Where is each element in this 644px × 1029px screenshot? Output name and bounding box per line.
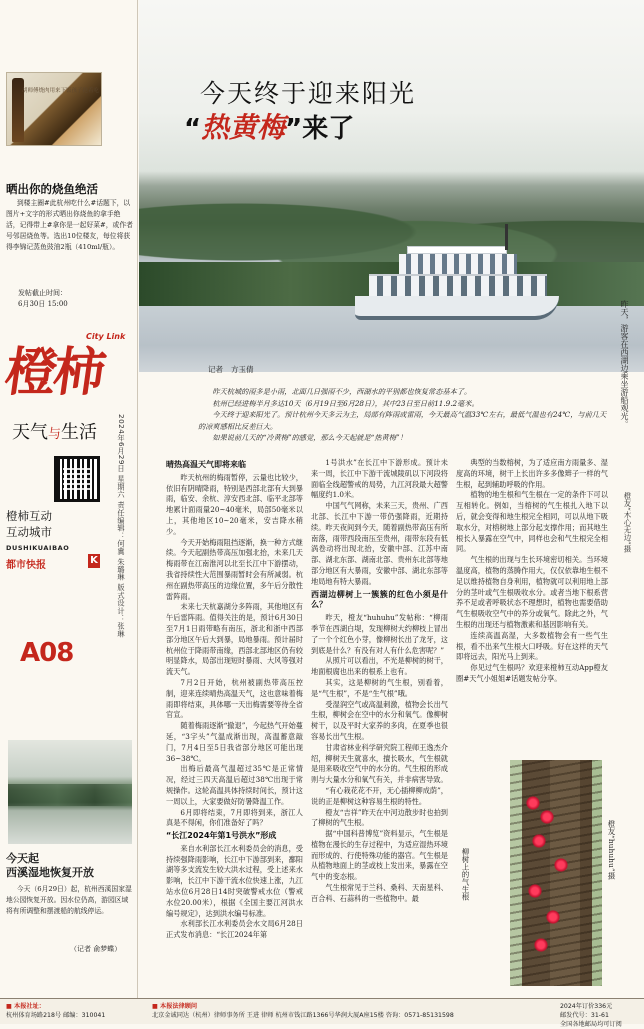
hero-photo-credit: 橙友“木心无边”摄: [623, 492, 632, 553]
paragraph: 其实，这是柳树的气生根，别看着，是“气生根”，不是“生气根”哦。: [311, 677, 448, 698]
news2-title: 今天起 西溪湿地恢复开放: [6, 852, 94, 879]
footer-address-text: 杭州体育场路218号 邮编：310041: [6, 1012, 106, 1019]
footer-address: [6, 1002, 142, 1020]
paragraph: 受湿润空气或高温刺激，植物会长出气生根，柳树会在空中的水分和氧气。像柳树树干，以及平时大家养的多肉，在夏季也很容易长出气生根。: [311, 699, 448, 741]
chengshi-logo: 橙柿: [1, 342, 106, 403]
brand-name: 都市快报: [6, 560, 46, 571]
paragraph: 典型的当数榕树，为了适应南方雨量多、湿度高的环境，树干上长出许多多像辫子一样的气生根，起到辅助呼吸的作用。: [456, 458, 608, 489]
aerial-root-mark: [534, 938, 548, 952]
paragraph: 从照片可以看出，不光是柳树的树干，地面根腐也出来的根系上也有。: [311, 656, 448, 677]
footer-legal-text: 北京金诚同达（杭州）律师事务所 王进 律师 杭州市钱江路1366号华润大厦A座15楼 咨询：0571-85131598: [152, 1012, 454, 1019]
reporter-byline: [208, 364, 254, 375]
promo-photo-caption: 胡师傅烧肉用来下饭孩子抢着吃: [22, 88, 100, 94]
brand-k-icon: K: [88, 554, 100, 568]
paragraph: 随着梅雨逐渐“撤退”，今起热气开始蔓延，“3字头”气温成渐出现，高温蓄意敲门，7月4日至5日我省部分地区可能出现36~38℃。: [166, 721, 303, 763]
paragraph: 气生根的出现与生长环境密切相关。当环境温度高，植物的蒸腾作用大，仅仅依靠地生根不足以维持植物自身利用，植物就可以利用地上部分的茎叶或气生根吸收水分。或者当地下根系营养不足或者呼吸状态不理想时，植物也需要借助气生根吸收空气中的养分或氧气。除此之外，气生根的出现还与植物激素和基因影响有关。: [456, 555, 608, 629]
brand-pinyin: DUSHIKUAIBAO: [6, 544, 70, 552]
paragraph: 连续高温高湿，大多数植物会有一些气生根，看不出来气生根大口呼吸。好在这样的天气即将远去，阳光马上到来。: [456, 630, 608, 662]
reporter-name: 方玉倩: [231, 365, 254, 374]
xixi-wetland-photo: [8, 740, 132, 844]
qr-label-line1: 橙柿互动: [6, 509, 52, 523]
headline-quote-open: “: [184, 114, 202, 144]
paragraph: 据“中国科普博览”资料显示，气生根是植物在漫长的生存过程中，为适应湿热环境而形成的、行使特殊功能的器官。气生根是从植物地面上的茎或枝上发出来，暴露在空气中的变态根。: [311, 829, 448, 882]
headline-quote-close: ”来了: [285, 114, 355, 144]
paragraph: 6月即将结束，7月即将到来，浙江人真是不得闲，你们准备好了吗？: [166, 807, 303, 828]
qr-label-line2: 互动城市: [6, 525, 52, 539]
paragraph: 气生根常见于兰科、桑科、天南星科、百合科、石蒜科的一些植物中。最: [311, 883, 448, 903]
paragraph: 植物的地生根和气生根在一定的条件下可以互相转化。例如，当榕树的气生根扎入地下以后，就会变得和地生根完全相同，可以从地下吸取水分，对榕树地上部分起支撑作用；而其地生根长入暴露在空气中，同样也会和气生根完全相同。: [456, 490, 608, 554]
section-title-b: 与: [48, 427, 62, 442]
subheading-yangtze-flood: “长江2024年第1号洪水”形成: [166, 831, 277, 841]
paragraph: 水利部长江水利委员会水文局6月28日正式发布消息：“长江2024年第: [166, 919, 303, 940]
promo-deadline: [6, 288, 134, 310]
paragraph: 来自水利部长江水利委员会的消息，受持续强降雨影响，长江中下游部到来，鄱阳湖等多支流发生较大洪水过程，受上述来水影响，长江中下游干流水位快速上涨，九江站水位6月28日14时突破警戒水位（警戒水位20.00米），根据《全国主要江河洪水编号规定》，达到洪水编号标准。: [166, 843, 303, 918]
paragraph: 中国气气网称，未来三天，贵州、广西北部、长江中下游一带仍强降雨，近期持续。昨天夜间到今天，随着副热带高压有所南落，雨带西段南压至贵州，雨带东段有低涡卷动将出现北抬，安徽中部、江苏中南部、湖北东部、湖南北部、贵州东北部等地部分地区有大暴雨，安徽中部、湖北东部等地局地有特大暴雨。: [311, 501, 448, 586]
paragraph: 你见过气生根吗？欢迎来橙柿互动App橙友圈#天气小姐姐#话题发帖分享。: [456, 663, 608, 683]
section-title-c: 生活: [61, 422, 98, 443]
headline-line2: [184, 106, 354, 146]
aerial-root-mark: [554, 858, 568, 872]
boat-roof: [407, 246, 507, 254]
subheading-willow-roots: 西湖边柳树上一簇簇的红色小须是什么？: [311, 589, 448, 610]
lead-p2: 杭州已经进梅半月多达10天（6月19日至6月28日），其中23日至日前11.9.2毫米。: [212, 398, 479, 408]
lead-paragraphs: [198, 386, 610, 444]
lead-p1: 昨天杭城的雨多是小雨，北面几日强雨不少，西湖水的平别都也恢复常态基本了。: [212, 387, 472, 396]
hero-photo-caption: 昨天，游客在西湖边乘坐游船观光。: [620, 300, 629, 428]
hero-photo: [139, 0, 644, 372]
city-link-logo: City Link: [86, 332, 126, 341]
aerial-root-mark: [546, 910, 560, 924]
article-column-3: [456, 458, 608, 758]
aerial-root-mark: [526, 796, 540, 810]
aerial-root-mark: [528, 884, 542, 898]
subheading-heat-coming: 晴热高温天气即将来临: [166, 460, 246, 469]
article-column-1: [166, 458, 303, 994]
footer-subscription: 2024年订价336元 邮发代号：31-61 全国各地邮局均可订阅: [560, 1003, 622, 1028]
page-footer: [0, 998, 644, 1028]
reporter-label: 记者: [208, 365, 223, 374]
paragraph: 7月2日开始，杭州被副热带高压控制，迎来连续晴热高温天气，这也意味着梅雨即将结束，具体哪一天出梅需要等待全省官宣。: [166, 677, 303, 720]
article-column-2: [311, 458, 448, 994]
paragraph: 今天开始梅雨阻挡逐渐，换一种方式继续。今天起副热带高压加强北抬，未来几天梅雨带在江南淮河以北至长江中下游摆动，我省持续性大范围暴雨暂时会有所减弱。杭州在副热带高压的边缘位置，多午后分散性雷阵雨。: [166, 537, 303, 601]
section-title: [12, 418, 97, 444]
paragraph: “有心栽花花不开，无心插柳柳成荫”，说的正是柳树这种容易生根的特性。: [311, 785, 448, 806]
boat-hull: [355, 296, 559, 320]
news2-body: 今天（6月29日）起，杭州西溪国家湿地公园恢复开放。因水位仍高，游园区域将有所调整和摆渡船的航线停运。: [6, 885, 132, 915]
issue-date-line: 2024年6月29日 星期六 责任编辑：何冀 朱璐琳 版式设计：张琳: [117, 414, 126, 638]
aerial-root-mark: [532, 834, 546, 848]
paragraph: 昨天，橙友“huhuhu”发帖称：“柳雨季节在西湖白堤，发现柳树大约柳枝上冒出了一个个红色小芽，像柳树长出了龙牙，这到底是什么？有没有对人有什么危害呢？”: [311, 613, 448, 655]
page-number: A08: [20, 638, 74, 668]
paragraph: 橙友“吉祥”昨天在中河边散步时也拍到了柳树的气生根。: [311, 807, 448, 828]
section-title-a: 天气: [12, 422, 48, 443]
lead-p3: 今天终于迎来阳光了。预计杭州今天多云为主，局部有阵雨或雷雨，今天最高气温33℃左右，最低气温也有24℃，与前几天的凉爽感相比反差巨大。: [198, 410, 607, 431]
tree-photo-caption: 柳树上的气生根: [461, 848, 470, 901]
promo-deadline-label: 发帖截止时间：: [18, 289, 67, 297]
paragraph: 甘肃省林业科学研究院工程师王逸杰介绍，柳树天生就喜水，擅长吸水，气生根就是用来吸收空气中的水分的。气生根的形成则与大量水分和氧气有关，并非病害导致。: [311, 742, 448, 785]
promo-deadline-value: 6月30日 15:00: [18, 300, 68, 308]
boat-mast: [505, 224, 508, 250]
headline-line1: 今天终于迎来阳光: [200, 79, 417, 108]
willow-tree-photo: [510, 760, 602, 986]
footer-address-label: ■ 本报社址：: [6, 1003, 45, 1010]
qr-code-icon: [54, 456, 100, 502]
paragraph: 出梅后最高气温超过35℃是正常情况，经过三四天高温后超过38℃出现于常规操作。这轮高温具体持续时间长，预计这一周以上，大家要做好防暑降温工作。: [166, 764, 303, 806]
promo-body: 到楼主圈#此杭州吃什么#话题下，以图片+文字的形式晒出你烧鱼的拿手绝活，记得带上#拿你是一起好菜#，或作者号邻居烧鱼等。选出10位楼友，每位将获得李锦记蒸鱼豉油2瓶（410ml/瓶）。: [6, 199, 133, 251]
boat-deck-upper: [399, 254, 517, 274]
masthead: [0, 322, 138, 668]
paragraph: 未来七天杭嘉湖分多阵雨，其他地区有午后雷阵雨。值得关注的是，预计6月30日至7月1日雨带略有南压，浙北和浙中西部部分地区午后大到暴，局地暴雨。预计届时杭州位于降雨带南缘，西部北部地区仍有较明显降水，局部出现短时暴雨、大风等强对流天气。: [166, 602, 303, 677]
paragraph: 昨天杭州的梅雨暂停，云量也比较少，依旧有阴晴降雨，特别是西部北部有大到暴雨，临安、余杭、淳安西北部、临平北部等地累计面雨量20~40毫米，局部50毫米以上，其他地区10~20毫米，安吉降水稍少。: [166, 472, 303, 536]
paragraph: 1号洪水”在长江中下游形成。预计未来一周，长江中下游干流城陵矶以下河段将面临全线超警戒的局势，九江河段最大超警幅度约1.0米。: [311, 458, 448, 500]
footer-legal: [152, 1002, 522, 1020]
headline-hot-plum: 热黄梅: [201, 111, 286, 144]
left-sidebar: [0, 0, 138, 1000]
news2-author: （记者 俞梦蝶）: [70, 945, 122, 953]
tour-boat: [355, 224, 559, 320]
promo-title: 晒出你的烧鱼绝活: [6, 182, 98, 196]
boat-deck-lower: [369, 274, 547, 296]
footer-legal-label: ■ 本报法律顾问: [152, 1003, 198, 1010]
qr-label: [6, 508, 52, 540]
lead-p4: 如果说前几天的“冷黄梅”的感觉，那么今天起就是“热黄梅”！: [212, 433, 407, 442]
tree-photo-credit: 橙友“huhuhu”摄: [607, 820, 616, 880]
aerial-root-mark: [540, 810, 554, 824]
